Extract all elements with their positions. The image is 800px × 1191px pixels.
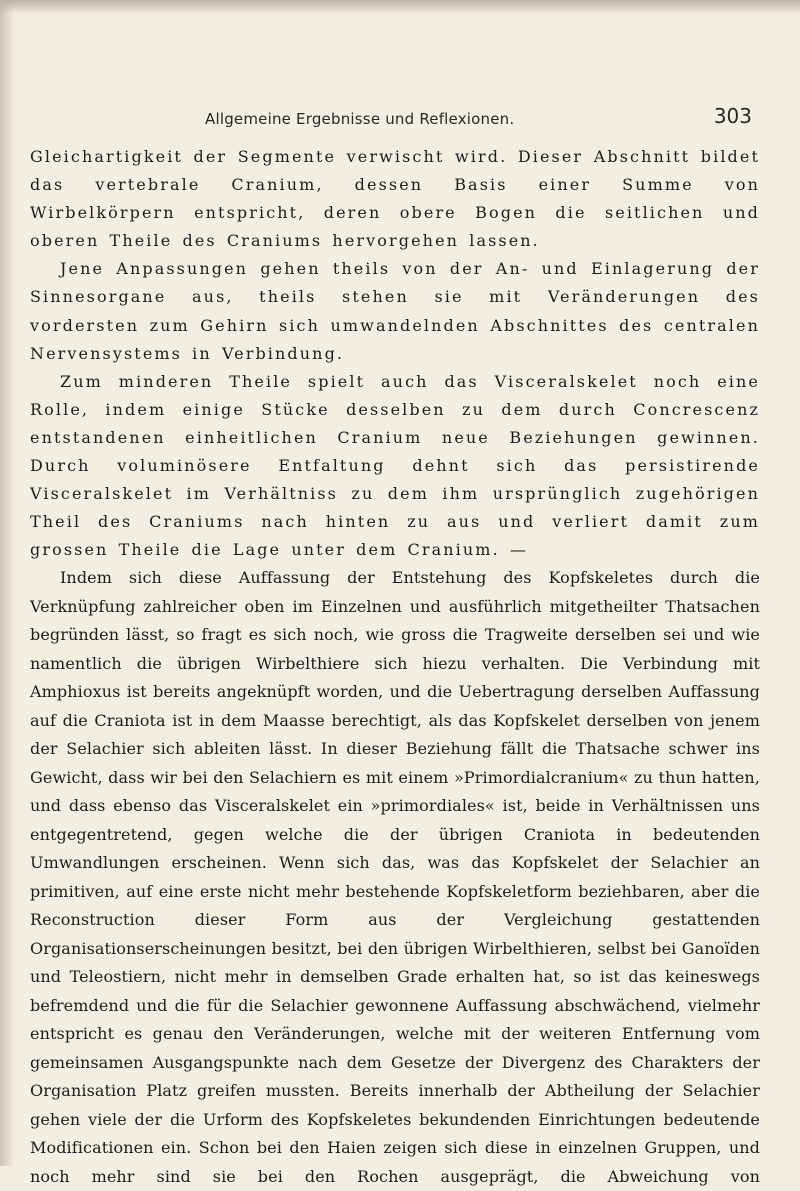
page-top-shadow	[0, 0, 800, 14]
body-text	[30, 143, 760, 1191]
paragraph: Gleichartigkeit der Segmente verwischt wird. Dieser Abschnitt bildet das vertebrale Cranium, dessen Basis einer Summe von Wirbelkörpern entspricht, deren obere Bogen die seitlichen und oberen Theile des Craniums hervorgehen lassen.	[30, 147, 760, 251]
paragraph: Jene Anpassungen gehen theils von der An- und Einlagerung der Sinnesorgane aus, theils stehen sie mit Veränderungen des vordersten zum Gehirn sich umwandelnden Abschnittes des centralen Nervensystems in Verbindung.	[30, 259, 760, 363]
paragraph: Indem sich diese Auffassung der Entstehung des Kopfskeletes durch die Verknüpfung zahlreicher oben im Einzelnen und ausführlich mitgetheilter Thatsachen begründen lässt, so fragt es sich noch, wie gross die Tragweite derselben sei und wie namentlich die übrigen Wirbelthiere sich hiezu verhalten. Die Verbindung mit Amphioxus ist bereits angeknüpft worden, und die Uebertragung derselben Auffassung auf die Craniota ist in dem Maasse berechtigt, als das Kopfskelet derselben von jenem der Selachier sich ableiten lässt. In dieser Beziehung fällt die Thatsache schwer ins Gewicht, dass wir bei den Selachiern es mit einem »Primordialcranium« zu thun hatten, und dass ebenso das Visceralskelet ein »primordiales« ist, beide in Verhältnissen uns entgegentretend, gegen welche die der übrigen Craniota in bedeutenden Umwandlungen erscheinen. Wenn sich das, was das Kopfskelet der Selachier an primitiven, auf eine erste nicht mehr bestehende Kopfskeletform beziehbaren, aber die Reconstruction dieser Form aus der Vergleichung gestattenden Organisationserscheinungen besitzt, bei den übrigen Wirbelthieren, selbst bei Ganoïden und Teleostiern, nicht mehr in demselben Grade erhalten hat, so ist das keineswegs befremdend und die für die Selachier gewonnene Auffassung abschwächend, vielmehr entspricht es genau den Veränderungen, welche mit der weiteren Entfernung vom gemeinsamen Ausgangspunkte nach dem Gesetze der Divergenz des Charakters der Organisation Platz greifen mussten. Bereits innerhalb der Abtheilung der Selachier gehen viele der die Urform des Kopfskeletes bekundenden Einrichtungen bedeutende Modificationen ein. Schon bei den Haien zeigen sich diese in einzelnen Gruppen, und noch mehr sind sie bei den Rochen ausgeprägt, die Abweichung von	[30, 568, 760, 1186]
running-head: Allgemeine Ergebnisse und Reflexionen.	[205, 110, 515, 128]
paragraph: Zum minderen Theile spielt auch das Visceralskelet noch eine Rolle, indem einige Stücke desselben zu dem durch Concrescenz entstandenen einheitlichen Cranium neue Beziehungen gewinnen. Durch voluminösere Entfaltung dehnt sich das persistirende Visceralskelet im Verhältniss zu dem ihm ursprünglich zugehörigen Theil des Craniums nach hinten zu aus und verliert damit zum grossen Theile die Lage unter dem Cranium. —	[30, 371, 760, 560]
page-number: 303	[713, 104, 752, 128]
page-header	[205, 104, 752, 134]
page-edge-shadow	[0, 0, 14, 1166]
